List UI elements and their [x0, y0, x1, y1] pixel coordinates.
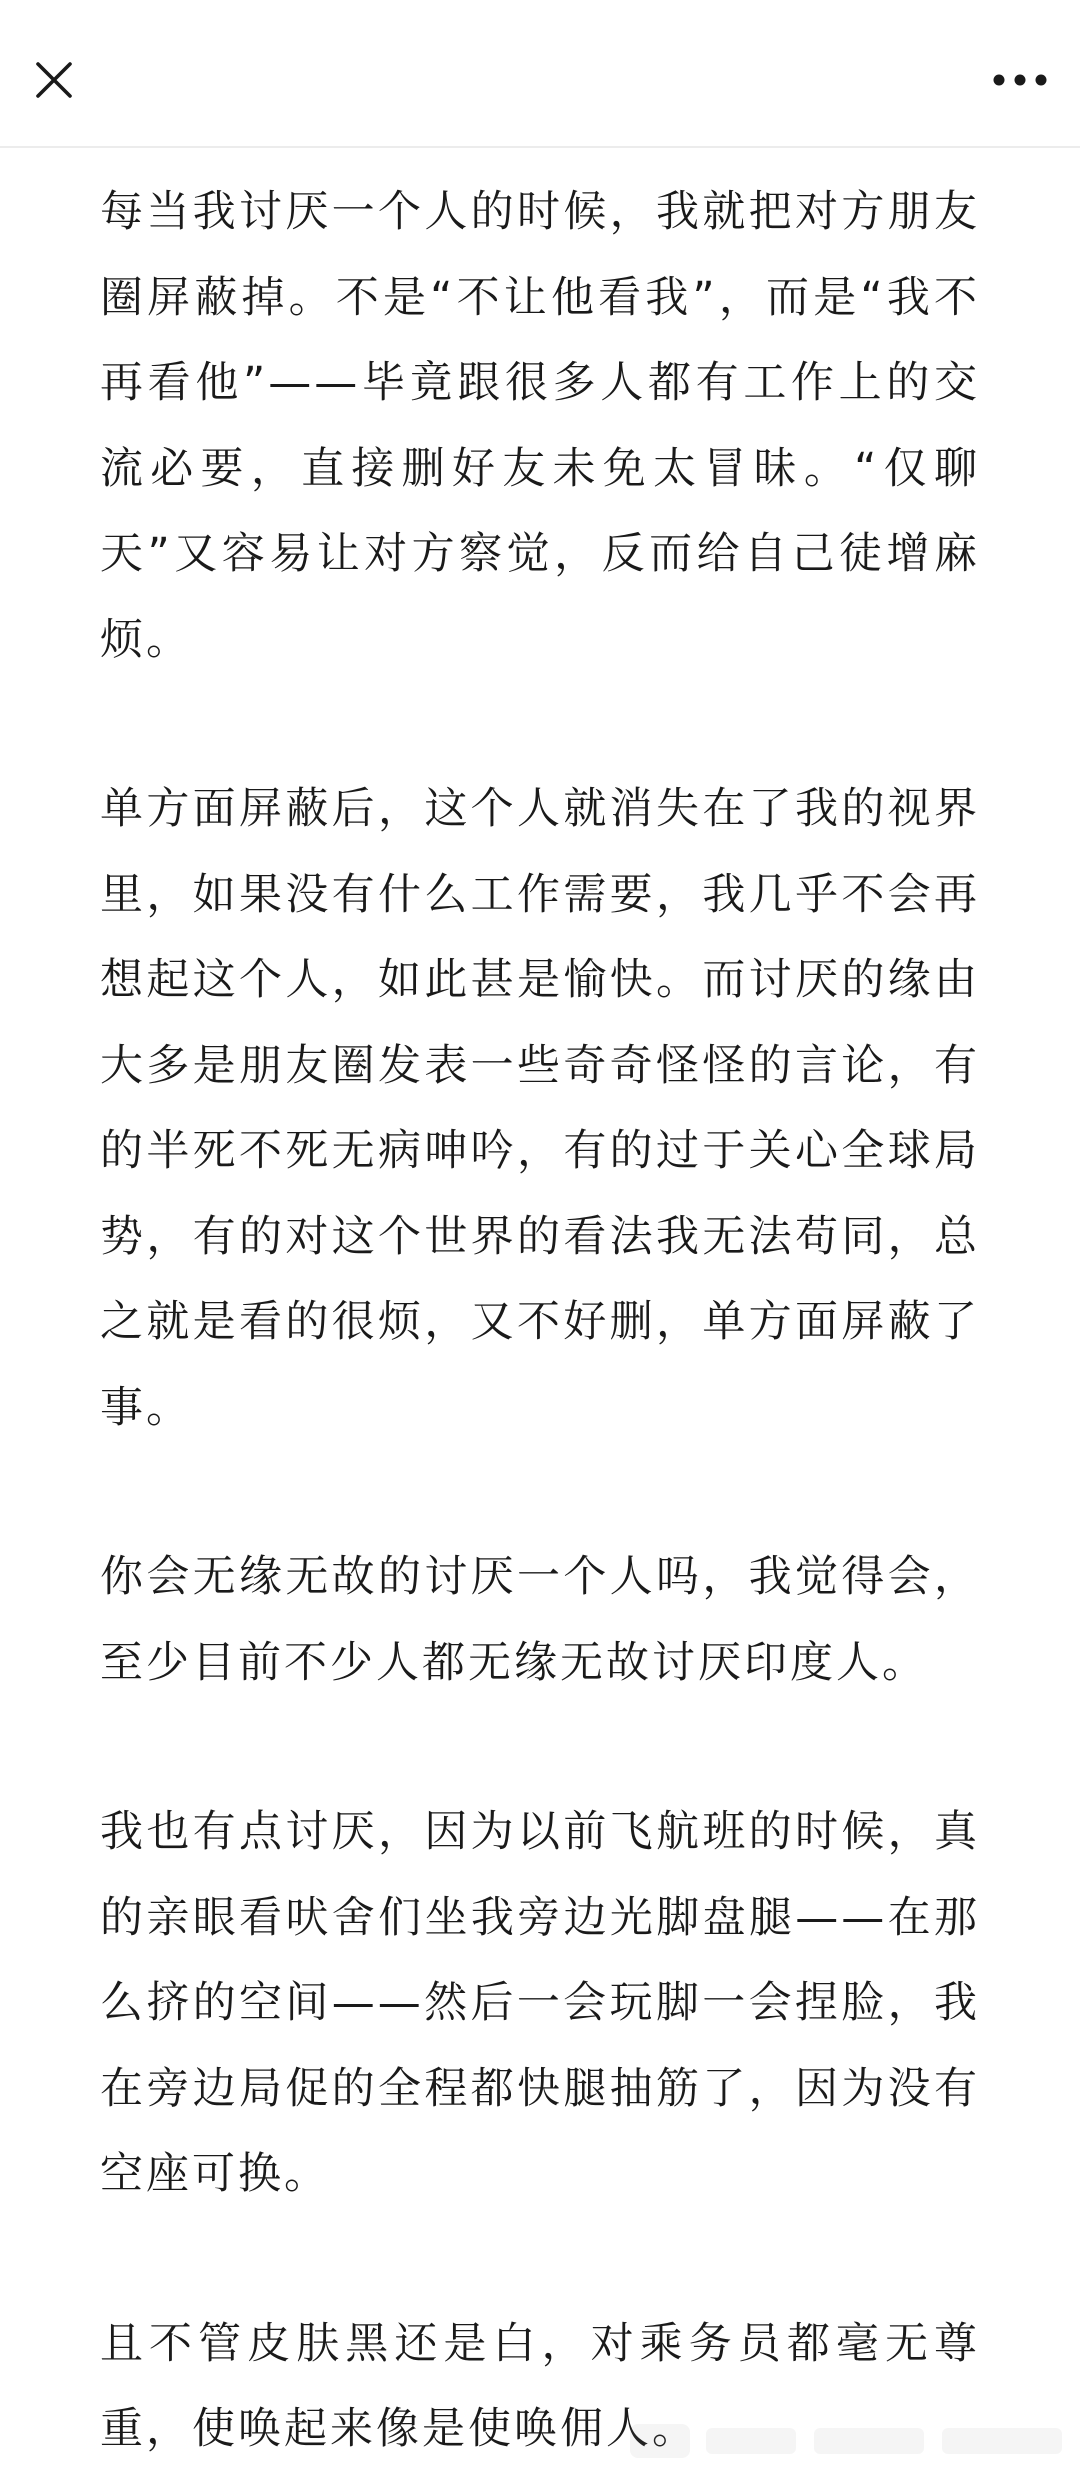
paragraph-2: 单方面屏蔽后，这个人就消失在了我的视界里，如果没有什么工作需要，我几乎不会再想起这个人，如此甚是愉快。而讨厌的缘由大多是朋友圈发表一些奇奇怪怪的言论，有的半死不死无病呻吟，有的过于关心全球局势，有的对这个世界的看法我无法苟同，总之就是看的很烦，又不好删，单方面屏蔽了事。 — [100, 784, 980, 1433]
more-options-button[interactable] — [980, 48, 1060, 112]
paragraph-5: 且不管皮肤黑还是白，对乘务员都毫无尊重，使唤起来像是使唤佣人。 — [100, 2318, 980, 2454]
close-button[interactable] — [22, 48, 86, 112]
watermark-logo — [630, 2418, 1070, 2464]
top-navigation-bar — [0, 0, 1080, 148]
more-horizontal-icon — [992, 73, 1048, 87]
close-icon — [34, 60, 74, 100]
paragraph-4: 我也有点讨厌，因为以前飞航班的时候，真的亲眼看吠舍们坐我旁边光脚盘腿——在那么挤的空间——然后一会玩脚一会捏脸，我在旁边局促的全程都快腿抽筋了，因为没有空座可换。 — [100, 1807, 980, 2199]
article-body — [100, 170, 980, 2473]
paragraph-3: 你会无缘无故的讨厌一个人吗，我觉得会，至少目前不少人都无缘无故讨厌印度人。 — [100, 1552, 980, 1688]
paragraph-1: 每当我讨厌一个人的时候，我就把对方朋友圈屏蔽掉。不是“不让他看我”，而是“我不再看他”——毕竟跟很多人都有工作上的交流必要，直接删好友未免太冒昧。“仅聊天”又容易让对方察觉，反而给自己徒增麻烦。 — [100, 187, 980, 665]
